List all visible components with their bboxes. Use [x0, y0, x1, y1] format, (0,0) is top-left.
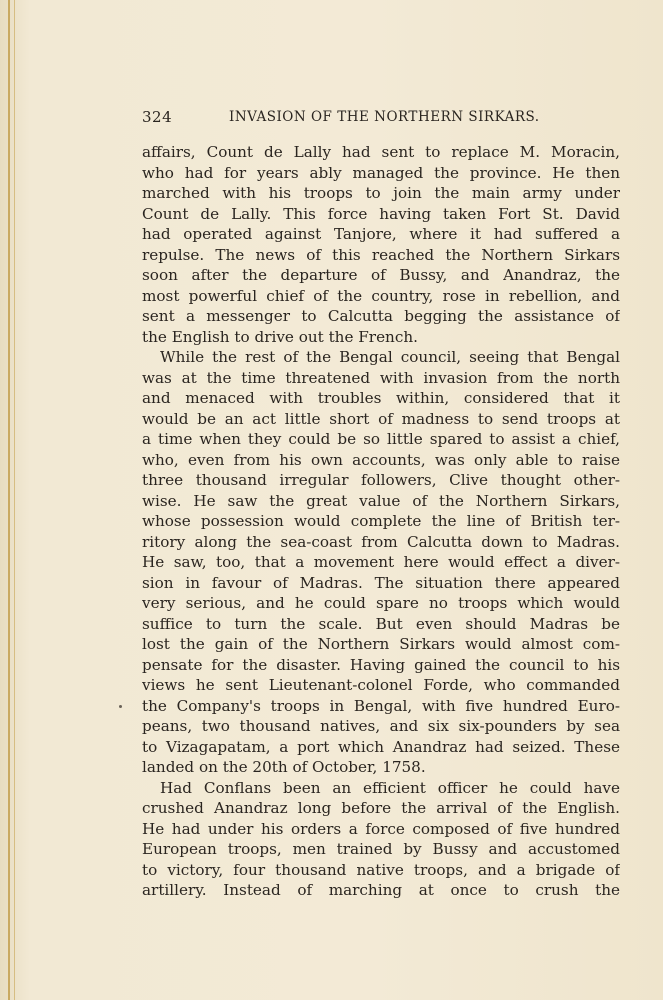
- text-line: marched with his troops to join the main army under: [142, 184, 620, 202]
- text-line: the Company's troops in Bengal, with five hundred Euro-: [142, 696, 620, 715]
- text-line: most powerful chief of the country, rose in rebellion, and: [142, 286, 620, 305]
- text-line: sion in favour of Madras. The situation there appeared: [142, 573, 620, 592]
- text-line: ritory along the sea-coast from Calcutta down to Madras.: [142, 532, 620, 551]
- text-line: Had Conflans been an efficient officer he could have: [160, 778, 620, 797]
- running-title: INVASION OF THE NORTHERN SIRKARS.: [229, 109, 540, 125]
- text-line: whose possession would complete the line of British ter-: [142, 512, 620, 530]
- text-line: lost the gain of the Northern Sirkars would almost com-: [142, 635, 620, 653]
- text-line: would be an act little short of madness to send troops at: [142, 409, 620, 428]
- text-line: had operated against Tanjore, where it had suffered a: [142, 225, 620, 243]
- text-line: the English to drive out the French.: [142, 327, 418, 346]
- text-line: suffice to turn the scale. But even should Madras be: [142, 614, 620, 633]
- binding-edge-line: [8, 0, 10, 1000]
- text-line: landed on the 20th of October, 1758.: [142, 758, 426, 776]
- text-line: wise. He saw the great value of the Northern Sirkars,: [142, 491, 620, 510]
- margin-dot: [119, 705, 122, 708]
- text-line: three thousand irregular followers, Clive thought other-: [142, 471, 620, 489]
- text-line: and menaced with troubles within, considered that it: [142, 389, 620, 407]
- text-line: soon after the departure of Bussy, and Anandraz, the: [142, 266, 620, 284]
- text-line: crushed Anandraz long before the arrival of the English.: [142, 799, 620, 817]
- text-line: sent a messenger to Calcutta begging the assistance of: [142, 307, 620, 325]
- page-number: 324: [142, 108, 173, 126]
- text-line: affairs, Count de Lally had sent to replace M. Moracin,: [142, 143, 620, 161]
- text-line: While the rest of the Bengal council, seeing that Bengal: [160, 348, 620, 366]
- text-line: repulse. The news of this reached the Northern Sirkars: [142, 245, 620, 264]
- text-line: a time when they could be so little spared to assist a chief,: [142, 430, 620, 448]
- running-head: [142, 108, 620, 130]
- text-line: was at the time threatened with invasion from the north: [142, 368, 620, 387]
- text-line: He saw, too, that a movement here would effect a diver-: [142, 553, 620, 571]
- text-line: to victory, four thousand native troops, and a brigade of: [142, 860, 620, 879]
- text-line: Count de Lally. This force having taken Fort St. David: [142, 204, 620, 223]
- binding-edge-line-inner: [14, 0, 15, 1000]
- text-line: to Vizagapatam, a port which Anandraz had seized. These: [142, 737, 620, 756]
- text-line: very serious, and he could spare no troops which would: [142, 594, 620, 612]
- text-line: who, even from his own accounts, was only able to raise: [142, 450, 620, 469]
- text-line: European troops, men trained by Bussy and accustomed: [142, 840, 620, 858]
- text-line: peans, two thousand natives, and six six-pounders by sea: [142, 717, 620, 735]
- text-line: pensate for the disaster. Having gained the council to his: [142, 655, 620, 674]
- text-line: who had for years ably managed the province. He then: [142, 163, 620, 182]
- text-line: He had under his orders a force composed of five hundred: [142, 819, 620, 838]
- text-line: artillery. Instead of marching at once to crush the: [142, 881, 620, 899]
- body-text: [142, 142, 620, 901]
- text-line: views he sent Lieutenant-colonel Forde, who commanded: [142, 676, 620, 694]
